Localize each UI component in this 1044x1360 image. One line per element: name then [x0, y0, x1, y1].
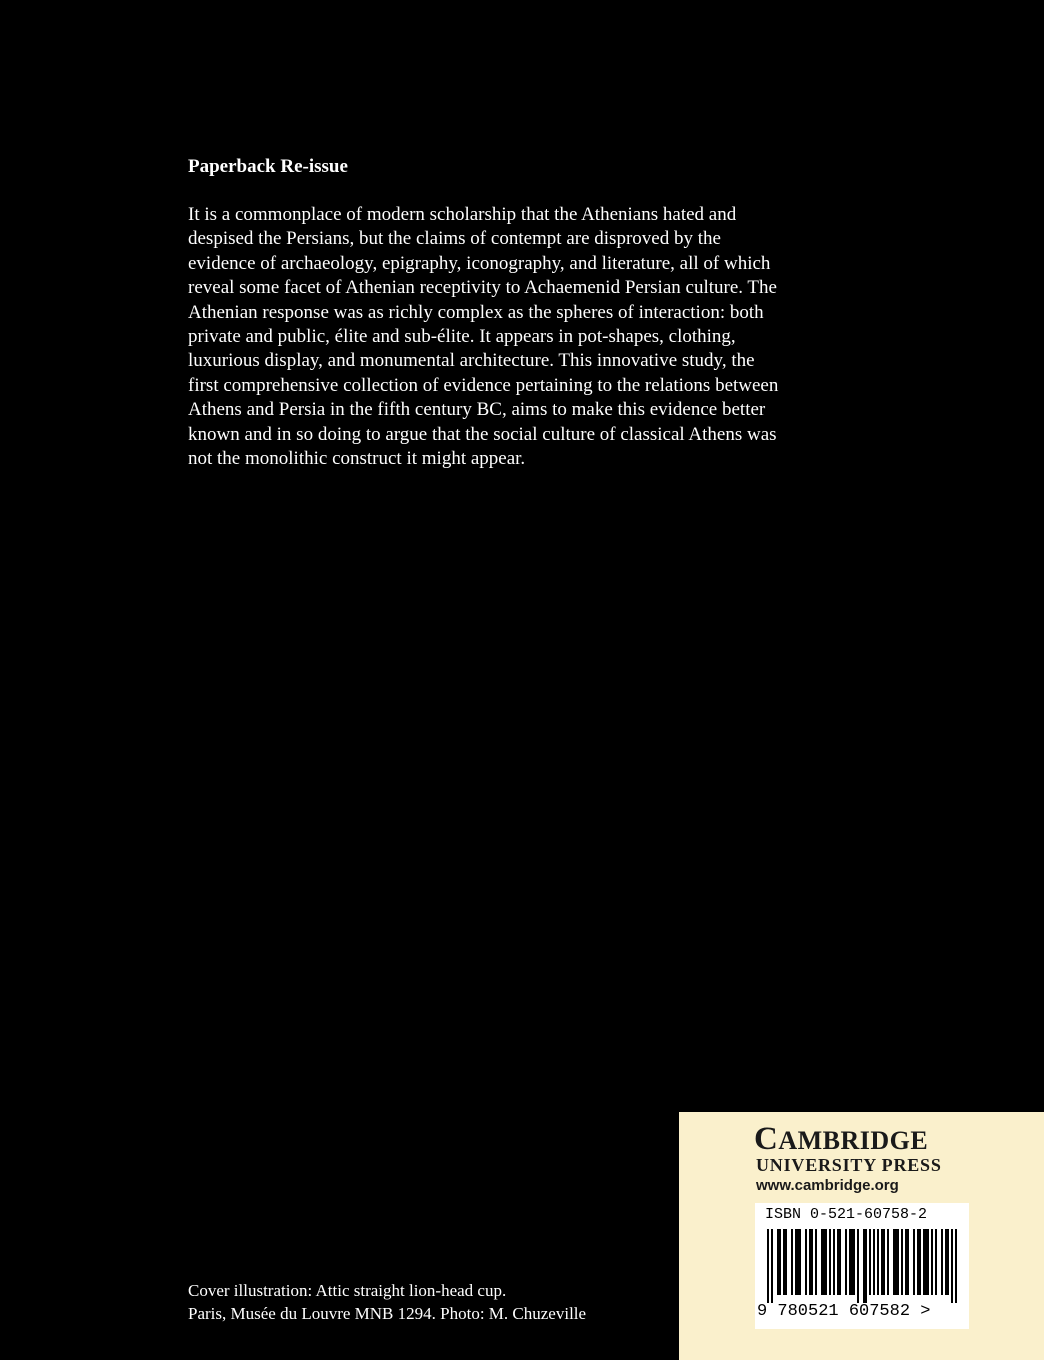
barcode-bar — [779, 1229, 781, 1295]
barcode-bar — [823, 1229, 825, 1295]
barcode-bar — [777, 1229, 779, 1295]
barcode-bar — [821, 1229, 823, 1295]
barcode-bar — [919, 1229, 921, 1295]
publisher-website: www.cambridge.org — [756, 1177, 899, 1194]
cover-illustration-credit — [188, 1279, 586, 1325]
barcode-bar — [825, 1229, 827, 1295]
barcode-bar — [799, 1229, 801, 1295]
barcode-bar — [927, 1229, 929, 1295]
publisher-name-initial: C — [754, 1121, 779, 1157]
barcode-bar — [923, 1229, 925, 1295]
barcode-bar — [833, 1229, 835, 1295]
barcode-bar — [883, 1229, 885, 1295]
barcode-bar — [895, 1229, 897, 1295]
barcode-bar — [955, 1229, 957, 1303]
barcode-bar — [925, 1229, 927, 1295]
barcode-bar — [795, 1229, 797, 1295]
ean-digits-text: 9 780521 607582 > — [757, 1302, 931, 1321]
barcode-bar — [941, 1229, 943, 1295]
barcode-bar — [851, 1229, 853, 1295]
barcode-bar — [913, 1229, 915, 1295]
barcode-bar — [877, 1229, 879, 1295]
barcode-bar — [797, 1229, 799, 1295]
description-line: despised the Persians, but the claims of contempt are disproved by the — [188, 228, 721, 250]
isbn-number: ISBN 0-521-60758-2 — [765, 1206, 928, 1223]
barcode-bar — [881, 1229, 883, 1295]
description-line: Athens and Persia in the fifth century BC, aims to make this evidence better — [188, 399, 766, 421]
barcode-bar — [805, 1229, 807, 1295]
barcode-bar — [947, 1229, 949, 1295]
description-line: evidence of archaeology, epigraphy, iconography, and literature, all of which — [188, 252, 771, 274]
barcode-bar — [785, 1229, 787, 1295]
barcode-bar — [783, 1229, 785, 1295]
barcode-icon — [767, 1229, 957, 1303]
barcode-bar — [905, 1229, 907, 1295]
barcode-bar — [935, 1229, 937, 1295]
barcode-bar — [857, 1229, 859, 1303]
credit-line: Cover illustration: Attic straight lion-head cup. — [188, 1281, 507, 1300]
barcode-label — [755, 1203, 969, 1329]
barcode-bar — [815, 1229, 817, 1295]
barcode-bar — [873, 1229, 875, 1295]
barcode-bar — [931, 1229, 933, 1295]
barcode-bar — [853, 1229, 855, 1295]
barcode-bar — [811, 1229, 813, 1295]
description-line: private and public, élite and sub-élite. It appears in pot-shapes, clothing, — [188, 326, 736, 348]
barcode-bar — [809, 1229, 811, 1295]
description-line: reveal some facet of Athenian receptivity to Achaemenid Persian culture. The — [188, 277, 777, 299]
barcode-bar — [839, 1229, 841, 1295]
publisher-subtitle: UNIVERSITY PRESS — [756, 1155, 942, 1175]
barcode-bar — [845, 1229, 847, 1295]
description-line: It is a commonplace of modern scholarship that the Athenians hated and — [188, 204, 737, 225]
barcode-bar — [907, 1229, 909, 1295]
barcode-bar — [865, 1229, 867, 1303]
description-line: Athenian response was as richly complex as the spheres of interaction: both — [188, 301, 764, 323]
credit-line: Paris, Musée du Louvre MNB 1294. Photo: M. Chuzeville — [188, 1304, 587, 1323]
barcode-bar — [849, 1229, 851, 1295]
barcode-bar — [901, 1229, 903, 1295]
description-line: not the monolithic construct it might appear. — [188, 448, 526, 470]
barcode-bar — [767, 1229, 769, 1303]
description-line: luxurious display, and monumental architecture. This innovative study, the — [188, 350, 755, 372]
barcode-bar — [887, 1229, 889, 1295]
book-description — [188, 203, 868, 471]
barcode-bar — [829, 1229, 831, 1295]
description-line: first comprehensive collection of evidence pertaining to the relations between — [188, 374, 779, 396]
publisher-name-rest: AMBRIDGE — [778, 1126, 929, 1155]
barcode-bar — [945, 1229, 947, 1295]
barcode-bar — [791, 1229, 793, 1295]
description-line: known and in so doing to argue that the social culture of classical Athens was — [188, 423, 777, 445]
barcode-bar — [917, 1229, 919, 1295]
barcode-bar — [869, 1229, 871, 1295]
publisher-panel — [679, 1112, 1044, 1360]
barcode-bar — [893, 1229, 895, 1295]
section-heading: Paperback Re-issue — [188, 156, 348, 177]
barcode-bar — [771, 1229, 773, 1303]
barcode-bar — [951, 1229, 953, 1303]
barcode-bar — [863, 1229, 865, 1303]
barcode-bar — [837, 1229, 839, 1295]
barcode-bar — [897, 1229, 899, 1295]
